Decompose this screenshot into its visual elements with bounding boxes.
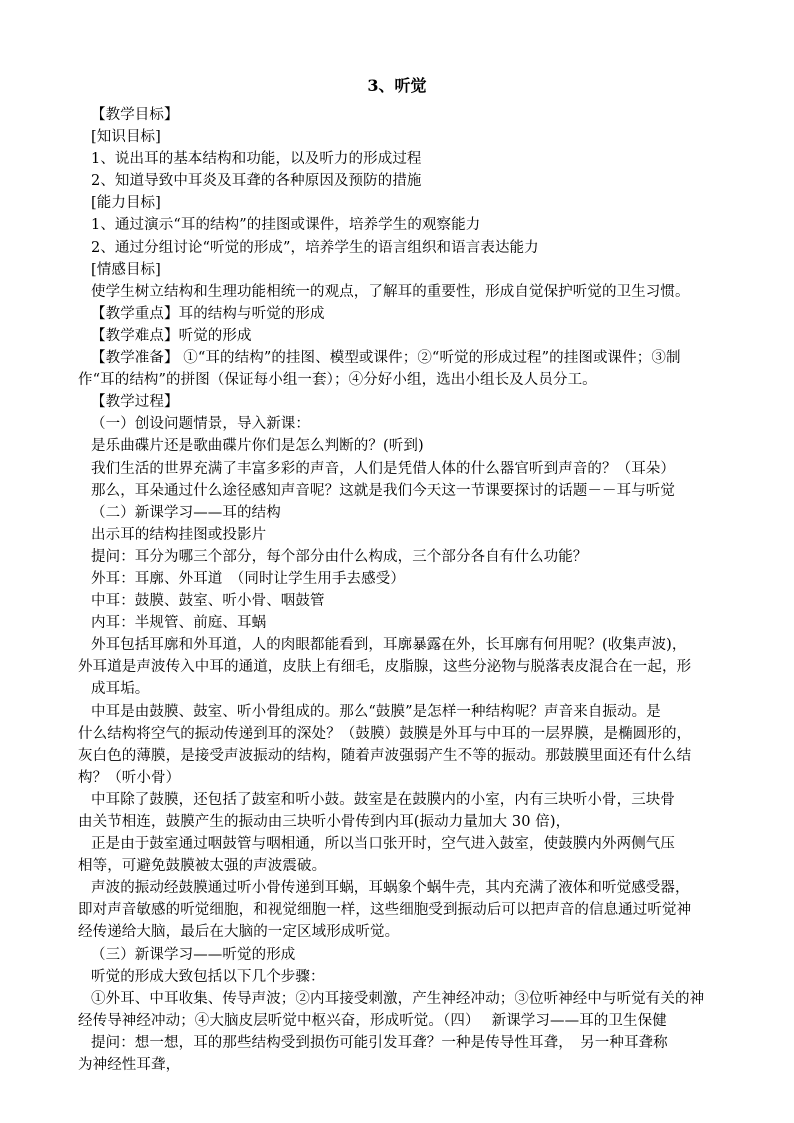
subheading-emotion: [情感目标]	[91, 261, 161, 278]
teaching-preparation-cont: 作“耳的结构”的拼图（保证每小组一套）；④分好小组，选出小组长及人员分工。	[78, 372, 597, 389]
paragraph-line: 中耳是由鼓膜、鼓室、听小骨组成的。那么“鼓膜”是怎样一种结构呢？声音来自振动。是	[91, 703, 661, 720]
paragraph-line: 外耳道是声波传入中耳的通道，皮肤上有细毛，皮脂腺，这些分泌物与脱落表皮混合在一起，形	[78, 659, 692, 676]
paragraph-line: 构？（听小骨）	[78, 769, 181, 786]
section-heading-objectives: 【教学目标】	[91, 107, 179, 123]
paragraph-line: 成耳垢。	[91, 681, 150, 698]
document-body	[78, 104, 771, 1076]
middle-ear-line: 中耳：鼓膜、鼓室、听小骨、咽鼓管	[91, 593, 325, 610]
ability-item-1: 1、通过演示“耳的结构”的挂图或课件，培养学生的观察能力	[91, 217, 481, 234]
knowledge-item-1: 1、说出耳的基本结构和功能，以及听力的形成过程	[91, 151, 422, 168]
paragraph-line: 即对声音敏感的听觉细胞，和视觉细胞一样，这些细胞受到振动后可以把声音的信息通过听觉神	[78, 902, 692, 919]
teaching-preparation: 【教学准备】 ①“耳的结构”的挂图、模型或课件；②“听觉的形成过程”的挂图或课件；③制	[91, 350, 681, 367]
paragraph-line: 什么结构将空气的振动传递到耳的深处？（鼓膜）鼓膜是外耳与中耳的一层界膜，是椭圆形的，	[78, 725, 692, 742]
paragraph-line: 正是由于鼓室通过咽鼓管与咽相通，所以当口张开时，空气进入鼓室，使鼓膜内外两侧气压	[91, 836, 675, 853]
paragraph-line: 灰白色的薄膜，是接受声波振动的结构，随着声波强弱产生不等的振动。那鼓膜里面还有什么结	[78, 747, 692, 764]
paragraph-line: 为神经性耳聋，	[78, 1057, 181, 1074]
knowledge-item-2: 2、知道导致中耳炎及耳聋的各种原因及预防的措施	[91, 173, 422, 190]
paragraph-line: 经传递给大脑，最后在大脑的一定区域形成听觉。	[78, 924, 400, 941]
paragraph-line: 相等，可避免鼓膜被太强的声波震破。	[78, 858, 327, 875]
document-title: 3、听觉	[367, 76, 427, 95]
paragraph-line: 是乐曲碟片还是歌曲碟片你们是怎么判断的？(听到)	[91, 438, 424, 455]
paragraph-line: 提问：想一想，耳的那些结构受到损伤可能引发耳聋？一种是传导性耳聋， 另一种耳聋称	[91, 1034, 668, 1051]
paragraph-line: 听觉的形成大致包括以下几个步骤：	[91, 968, 325, 985]
paragraph-line: 外耳包括耳廓和外耳道，人的肉眼都能看到，耳廓暴露在外，长耳廓有何用呢？(收集声波)，	[91, 637, 687, 654]
process-part-1-heading: （一）创设问题情景，导入新课：	[91, 416, 310, 433]
paragraph-line: 那么，耳朵通过什么途径感知声音呢？这就是我们今天这一节课要探讨的话题－－耳与听觉	[91, 482, 675, 499]
paragraph-line: 经传导神经冲动；④大脑皮层听觉中枢兴奋，形成听觉。（四） 新课学习——耳的卫生保健	[78, 1012, 667, 1029]
emotion-text: 使学生树立结构和生理功能相统一的观点，了解耳的重要性，形成自觉保护听觉的卫生习惯。	[91, 283, 690, 300]
process-part-2-heading: （二）新课学习——耳的结构	[91, 504, 281, 521]
subheading-knowledge: [知识目标]	[91, 129, 161, 146]
paragraph-line: 我们生活的世界充满了丰富多彩的声音，人们是凭借人体的什么器官听到声音的？（耳朵）	[91, 460, 675, 477]
paragraph-line: 中耳除了鼓膜，还包括了鼓室和听小鼓。鼓室是在鼓膜内的小室，内有三块听小骨，三块骨	[91, 791, 675, 808]
paragraph-line: ①外耳、中耳收集、传导声波；②内耳接受刺激，产生神经冲动；③位听神经中与听觉有关的神	[91, 990, 705, 1007]
section-heading-process: 【教学过程】	[91, 394, 179, 411]
teaching-difficulty: 【教学难点】听觉的形成	[91, 327, 252, 344]
outer-ear-line: 外耳：耳廓、外耳道 （同时让学生用手去感受）	[91, 570, 405, 587]
subheading-ability: [能力目标]	[91, 195, 161, 212]
teaching-focus: 【教学重点】耳的结构与听觉的形成	[91, 305, 325, 322]
process-part-3-heading: （三）新课学习——听觉的形成	[91, 946, 296, 963]
paragraph-line: 提问：耳分为哪三个部分，每个部分由什么构成，三个部分各自有什么功能？	[91, 548, 588, 565]
paragraph-line: 由关节相连，鼓膜产生的振动由三块听小骨传到内耳(振动力量加大 30 倍)，	[78, 814, 571, 830]
inner-ear-line: 内耳：半规管、前庭、耳蜗	[91, 615, 267, 632]
paragraph-line: 声波的振动经鼓膜通过听小骨传递到耳蜗，耳蜗象个蜗牛壳，其内充满了液体和听觉感受器，	[91, 880, 690, 897]
paragraph-line: 出示耳的结构挂图或投影片	[91, 526, 267, 543]
ability-item-2: 2、通过分组讨论“听觉的形成”，培养学生的语言组织和语言表达能力	[91, 239, 539, 256]
